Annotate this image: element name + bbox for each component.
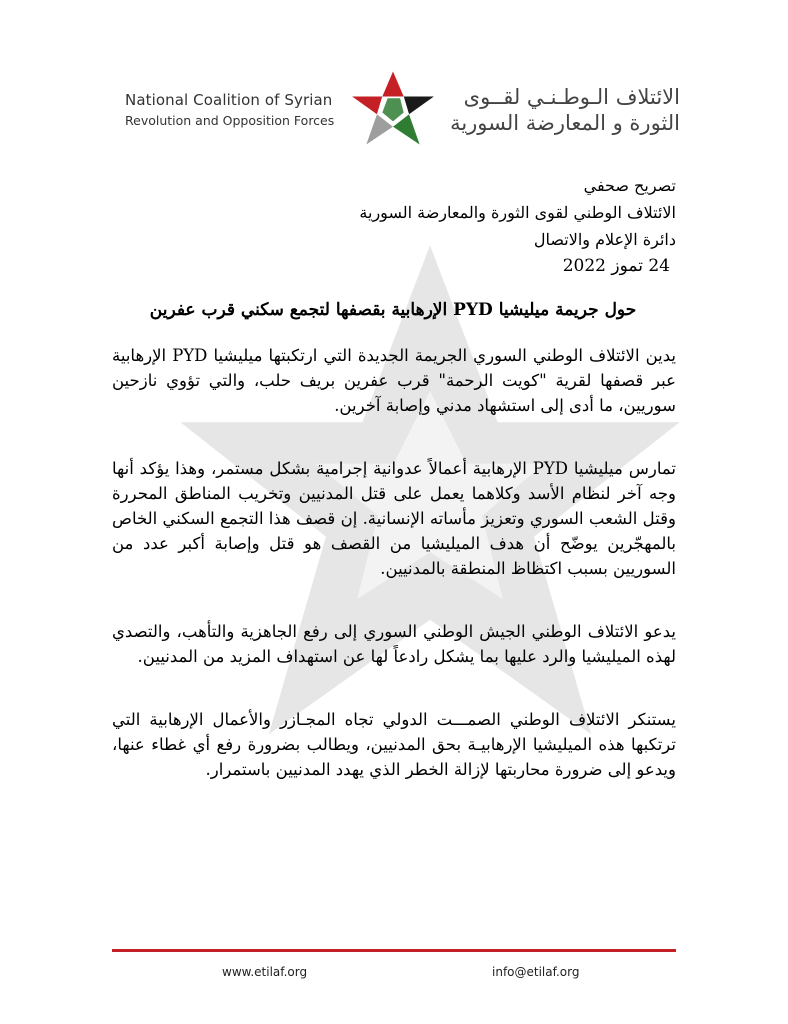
star-logo-icon bbox=[348, 68, 438, 148]
footer-email-link[interactable]: info@etilaf.org bbox=[492, 965, 580, 979]
arabic-org-name-line1: الائتلاف الـوطـنـي لقــوى bbox=[463, 85, 680, 109]
arabic-org-name-line2: الثورة و المعارضة السورية bbox=[450, 111, 680, 135]
release-date: 24 تموز 2022 bbox=[562, 256, 670, 276]
english-org-name-line1: National Coalition of Syrian bbox=[125, 91, 333, 109]
press-release-meta bbox=[256, 172, 676, 280]
english-org-name bbox=[125, 90, 355, 132]
document-title: حول جريمة ميليشيا PYD الإرهابية بقصفها لتجمع سكني قرب عفرين bbox=[149, 300, 637, 320]
department-name: دائرة الإعلام والاتصال bbox=[533, 230, 676, 249]
footer-divider bbox=[112, 949, 676, 952]
document-body bbox=[112, 343, 676, 820]
body-paragraph: يستنكر الائتلاف الوطني الصمـــت الدولي تجاه المجـازر والأعمال الإرهابية التي ترتكبها هذه الميليشيا الإرهابيـة بحق المدنيين، ويطالب بضرورة رفع أي غطاء عنها، ويدعو إلى ضرورة محاربتها لإزالة الخطر الذي يهدد المدنيين باستمرار. bbox=[112, 710, 676, 779]
document-type: تصريح صحفي bbox=[583, 176, 676, 195]
body-paragraph: يدين الائتلاف الوطني السوري الجريمة الجديدة التي ارتكبتها ميليشيا PYD الإرهابية عبر قصفها لقرية "كويت الرحمة" قرب عفرين بريف حلب، والتي تؤوي نازحين سوريين، ما أدى إلى استشهاد مدني وإصابة آخرين. bbox=[112, 346, 677, 415]
english-org-name-line2: Revolution and Opposition Forces bbox=[125, 113, 335, 128]
arabic-org-name bbox=[440, 84, 680, 136]
body-paragraph: تمارس ميليشيا PYD الإرهابية أعمالاً عدوانية إجرامية بشكل مستمر، وهذا يؤكد أنها وجه آخر لنظام الأسد وكلاهما يعمل على قتل المدنيين وتخريب المناطق المحررة وقتل الشعب السوري وتعزيز مأساته الإنسانية. إن قصف هذا التجمع السكني الخاص بالمهجّرين يوضّح أن هدف الميليشيا من القصف هو قتل وإصابة أكبر عدد من السوريين بسبب اكتظاظ المنطقة بالمدنيين. bbox=[112, 459, 676, 578]
organization-name: الائتلاف الوطني لقوى الثورة والمعارضة السورية bbox=[359, 203, 676, 222]
letterhead bbox=[0, 58, 788, 148]
footer-website-link[interactable]: www.etilaf.org bbox=[222, 965, 308, 979]
body-paragraph: يدعو الائتلاف الوطني الجيش الوطني السوري إلى رفع الجاهزية والتأهب، والتصدي لهذه الميليشيا والرد عليها بما يشكل رادعاً لها عن استهداف المزيد من المدنيين. bbox=[112, 622, 676, 666]
